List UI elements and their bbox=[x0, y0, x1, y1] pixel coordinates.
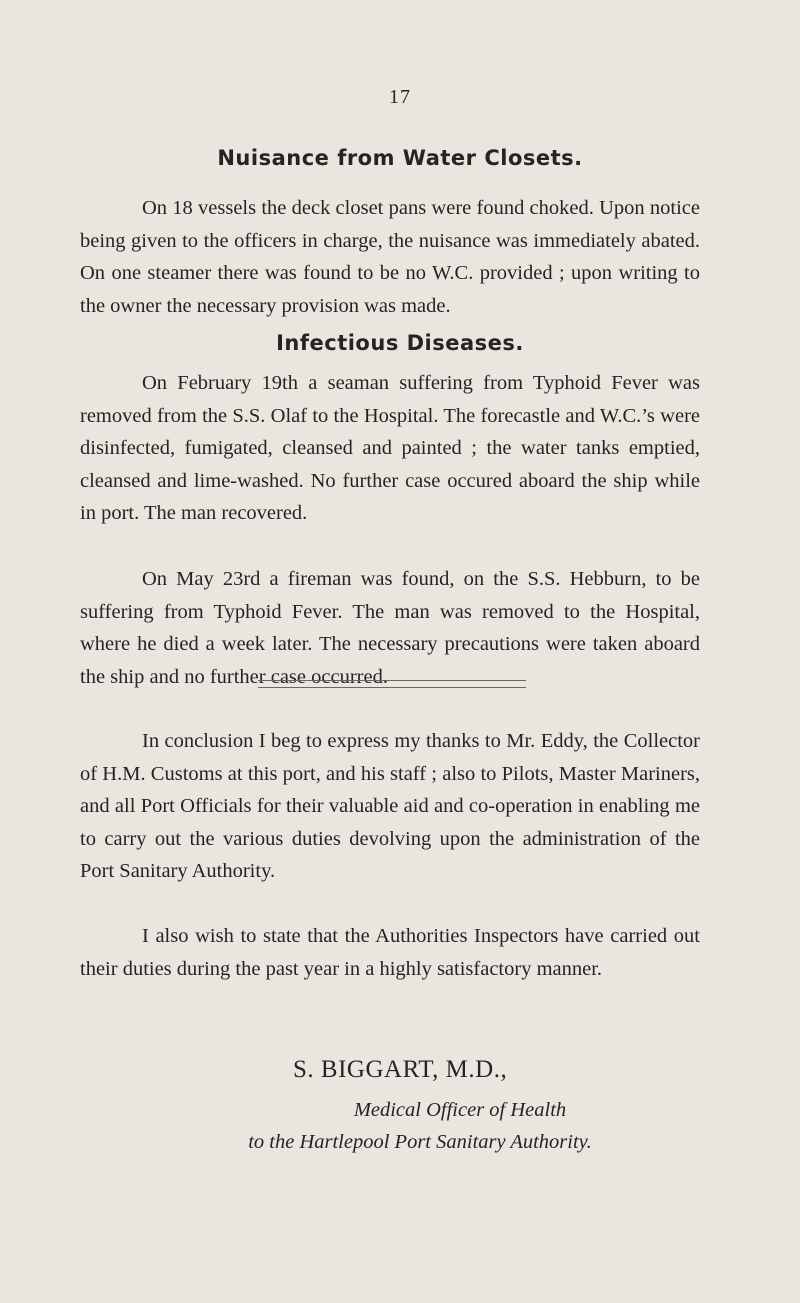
section-heading-water-closets: Nuisance from Water Closets. bbox=[217, 146, 583, 170]
paragraph-inspectors: I also wish to state that the Authorities Inspectors have carried out their duties during the past year in a highly satisfactory manner. bbox=[80, 925, 700, 980]
signature-authority: to the Hartlepool Port Sanitary Authority. bbox=[248, 1131, 592, 1153]
paragraph-water-closets: On 18 vessels the deck closet pans were found choked. Upon notice being given to the officers in charge, the nuisance was immediately abated. On one steamer there was found to be no W.C. provided ; upon writing to the owner the necessary provision was made. bbox=[80, 197, 700, 317]
signature-name: S. BIGGART, M.D., bbox=[293, 1056, 508, 1083]
paragraph-typhoid-olaf: On February 19th a seaman suffering from Typhoid Fever was removed from the S.S. Olaf to the Hospital. The forecastle and W.C.’s were disinfected, fumigated, cleansed and painted ; the water tanks emptied, cleansed and lime-washed. No further case occured aboard the ship while in port. The man recovered. bbox=[80, 372, 700, 524]
paragraph-typhoid-hebburn: On May 23rd a fireman was found, on the S.S. Hebburn, to be suffering from Typhoid Fever. The man was removed to the Hospital, where he died a week later. The necessary precautions were taken aboard the ship and no further case occurred. bbox=[80, 568, 700, 688]
section-heading-infectious-diseases: Infectious Diseases. bbox=[276, 331, 524, 355]
section-divider bbox=[258, 680, 526, 688]
paragraph-conclusion: In conclusion I beg to express my thanks to Mr. Eddy, the Collector of H.M. Customs at this port, and his staff ; also to Pilots, Master Mariners, and all Port Officials for their valuable aid and co-operation in enabling me to carry out the various duties devolving upon the administration of the Port Sanitary Authority. bbox=[80, 730, 700, 882]
signature-title: Medical Officer of Health bbox=[353, 1099, 567, 1121]
page-number: 17 bbox=[389, 86, 411, 108]
